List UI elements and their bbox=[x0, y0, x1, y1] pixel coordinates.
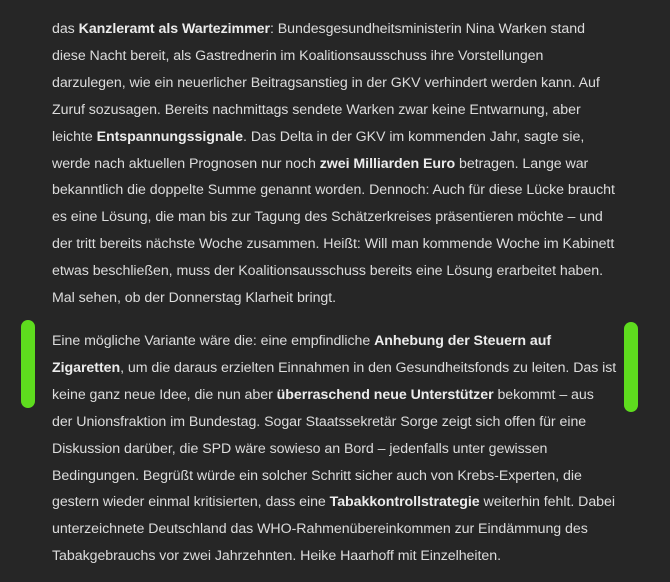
paragraph-2-text: Eine mögliche Variante wäre die: eine empfindliche bbox=[52, 332, 375, 349]
highlight-marker-left bbox=[21, 320, 35, 408]
paragraph-1-text: das bbox=[52, 21, 79, 37]
paragraph-1-text: : Bundesgesundheitsministerin Nina Warken stand diese Nacht bereit, als Gastrednerin im Koalitionsausschuss ihre Vorstellungen darzulegen, wie ein neuerlicher Beitragsanstieg in der GKV verhindert werden kann. Auf Zuruf sozusagen. Bereits nachmittags sendete Warken zwar keine Entwarnung, aber leichte bbox=[52, 21, 600, 145]
bold-phrase-kanzleramt: Kanzleramt als Wartezimmer bbox=[78, 21, 270, 37]
highlight-marker-right bbox=[624, 322, 638, 412]
bold-phrase-anhebung-steuern: Anhebung der Steuern auf Zigaretten bbox=[52, 332, 552, 376]
article-paragraph-1 bbox=[52, 16, 618, 312]
paragraph-1-text: . Das Delta in der GKV im kommenden Jahr, sagte sie, werde nach aktuellen Prognosen nur noch bbox=[52, 128, 585, 172]
paragraph-1-text: betragen. Lange war bekanntlich die doppelte Summe genannt worden. Dennoch: Auch für diese Lücke braucht es eine Lösung, die man bis zur Tagung des Schätzerkreises präsentieren möchte – und der tritt bereits nächste Woche zusammen. Heißt: Will man kommende Woche im Kabinett etwas beschließen, muss der Koalitionsausschuss bereits eine Lösung erarbeitet haben. Mal sehen, ob der Donnerstag Klarheit bringt. bbox=[52, 155, 615, 307]
paragraph-2-text: , um die daraus erzielten Einnahmen in den Gesundheitsfonds zu leiten. Das ist keine ganz neue Idee, die nun aber bbox=[52, 359, 617, 403]
bold-phrase-entspannungssignale: Entspannungssignale bbox=[96, 128, 244, 145]
bold-phrase-neue-unterstuetzer: überraschend neue Unterstützer bbox=[276, 386, 494, 403]
bold-phrase-tabakkontrollstrategie: Tabakkontrollstrategie bbox=[329, 494, 480, 511]
article-body bbox=[52, 16, 618, 570]
bold-phrase-zwei-milliarden: zwei Milliarden Euro bbox=[319, 155, 456, 172]
paragraph-2-text: bekommt – aus der Unionsfraktion im Bundestag. Sogar Staatssekretär Sorge zeigt sich offen für eine Diskussion darüber, die SPD wäre sowieso an Bord – jedenfalls unter gewissen Bedingungen. Begrüßt würde ein solcher Schritt sicher auch von Krebs-Experten, die gestern wieder einmal kritisierten, dass eine bbox=[52, 386, 594, 511]
paragraph-2-text: weiterhin fehlt. Dabei unterzeichnete Deutschland das WHO-Rahmenübereinkommen zur Eindämmung des Tabakgebrauchs vor zwei Jahrzehnten. Heike Haarhoff mit Einzelheiten. bbox=[52, 494, 615, 565]
article-paragraph-2 bbox=[52, 328, 618, 570]
